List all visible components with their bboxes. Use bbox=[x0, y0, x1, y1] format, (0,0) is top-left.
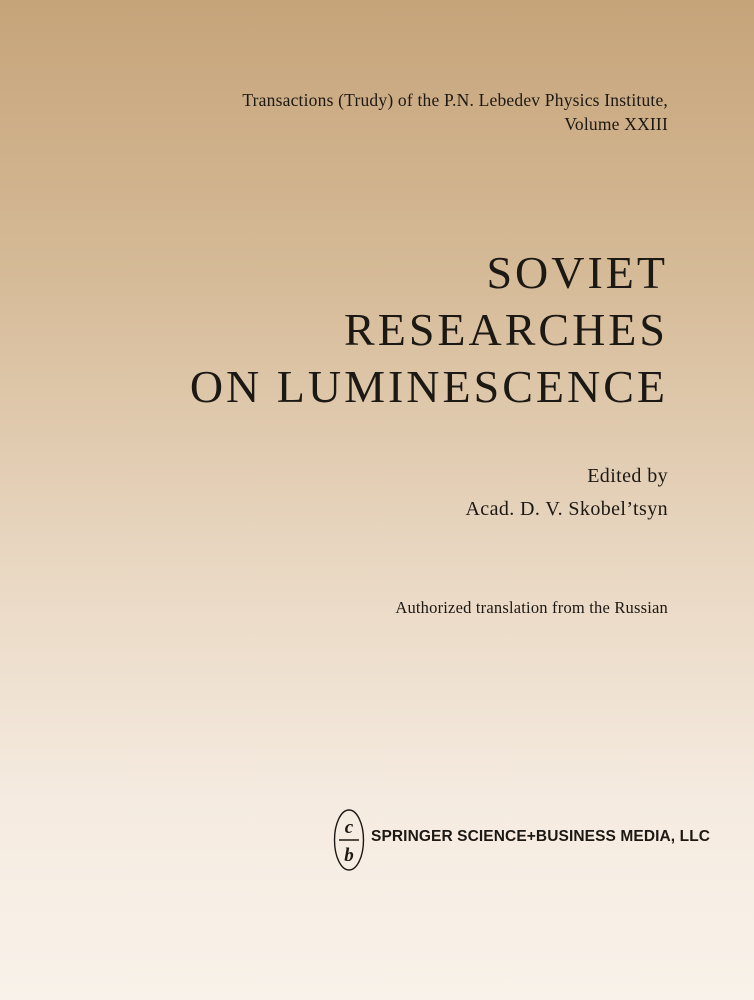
editor-block bbox=[465, 460, 668, 526]
publisher-block bbox=[333, 808, 710, 872]
svg-text:c: c bbox=[344, 817, 354, 838]
publisher-name: SPRINGER SCIENCE+BUSINESS MEDIA, LLC bbox=[371, 828, 711, 845]
title-line-2: RESEARCHES bbox=[344, 304, 668, 355]
publisher-logo bbox=[333, 808, 365, 872]
title-line-1: SOVIET bbox=[486, 247, 668, 298]
editor-name: Acad. D. V. Skobel’tsyn bbox=[465, 498, 668, 520]
series-name: Transactions (Trudy) of the P.N. Lebedev Physics Institute, bbox=[242, 90, 668, 110]
svg-text:b: b bbox=[344, 845, 354, 866]
translation-note: Authorized translation from the Russian bbox=[395, 598, 668, 617]
book-title bbox=[190, 244, 668, 415]
series-info bbox=[242, 88, 668, 136]
series-volume: Volume XXIII bbox=[564, 114, 668, 134]
edited-by-label: Edited by bbox=[587, 465, 668, 487]
title-line-3: ON LUMINESCENCE bbox=[189, 361, 668, 412]
